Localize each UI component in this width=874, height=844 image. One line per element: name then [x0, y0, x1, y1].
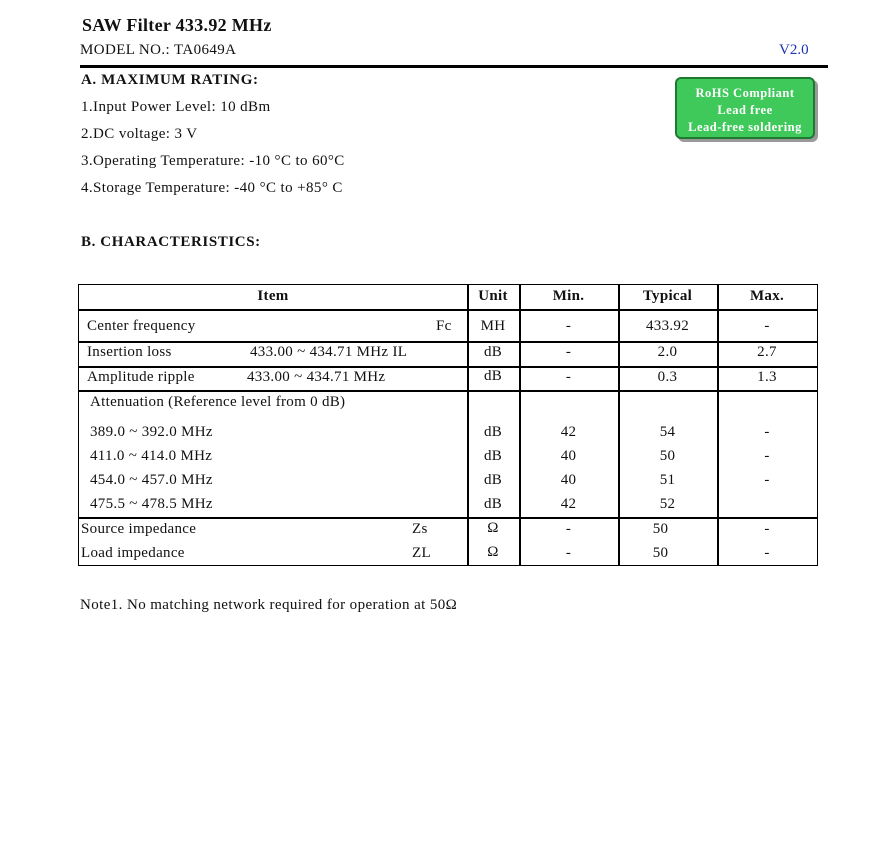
amplitude-ripple-max: 1.3 [757, 369, 777, 385]
table-row-divider [79, 309, 817, 311]
rohs-compliant-badge [675, 77, 815, 139]
header-rule [80, 65, 828, 68]
load-impedance-max: - [764, 545, 770, 561]
rating-line-1: 1.Input Power Level: 10 dBm [81, 99, 271, 115]
attenuation-range: 454.0 ~ 457.0 MHz [90, 472, 213, 488]
insertion-loss-label: Insertion loss [87, 344, 172, 360]
insertion-loss-typical: 2.0 [657, 344, 678, 360]
source-impedance-min: - [565, 521, 572, 537]
load-impedance-symbol: ZL [412, 545, 431, 561]
insertion-loss-unit: dB [483, 344, 503, 360]
attenuation-min: 42 [560, 496, 577, 512]
header-min: Min. [552, 288, 585, 304]
header-max: Max. [749, 288, 785, 304]
center-frequency-typical: 433.92 [645, 318, 690, 334]
rating-line-2: 2.DC voltage: 3 V [81, 126, 198, 142]
attenuation-typical: 52 [659, 496, 676, 512]
rating-line-4: 4.Storage Temperature: -40 °C to +85° C [81, 180, 343, 196]
document-title: SAW Filter 433.92 MHz [82, 15, 272, 35]
amplitude-ripple-label: Amplitude ripple [87, 369, 195, 385]
load-impedance-typical: 50 [652, 545, 669, 561]
version-label: V2.0 [779, 42, 809, 58]
rating-line-3: 3.Operating Temperature: -10 °C to 60°C [81, 153, 345, 169]
header-unit: Unit [478, 288, 508, 304]
center-frequency-max: - [764, 318, 770, 334]
load-impedance-min: - [565, 545, 572, 561]
table-row-divider [79, 390, 817, 392]
load-impedance-unit: Ω [487, 544, 499, 560]
rohs-line-1: RoHS Compliant [695, 86, 795, 100]
characteristics-table [78, 284, 818, 566]
attenuation-unit: dB [483, 472, 503, 488]
attenuation-range: 411.0 ~ 414.0 MHz [90, 448, 213, 464]
header-item: Item [257, 288, 289, 304]
header-typical: Typical [642, 288, 693, 304]
attenuation-max: - [764, 448, 770, 464]
amplitude-ripple-unit: dB [483, 368, 503, 384]
rohs-line-2: Lead free [717, 103, 773, 117]
source-impedance-label: Source impedance [81, 521, 197, 537]
attenuation-max: - [764, 424, 770, 440]
center-frequency-label: Center frequency [87, 318, 196, 334]
load-impedance-label: Load impedance [81, 545, 185, 561]
source-impedance-typical: 50 [652, 521, 669, 537]
rohs-line-3: Lead-free soldering [688, 120, 802, 134]
attenuation-min: 40 [560, 472, 577, 488]
attenuation-unit: dB [483, 424, 503, 440]
source-impedance-unit: Ω [487, 520, 499, 536]
insertion-loss-range: 433.00 ~ 434.71 MHz IL [250, 344, 408, 360]
attenuation-typical: 51 [659, 472, 676, 488]
insertion-loss-min: - [565, 344, 572, 360]
insertion-loss-max: 2.7 [757, 344, 777, 360]
table-row-divider [79, 341, 817, 343]
attenuation-range: 389.0 ~ 392.0 MHz [90, 424, 213, 440]
section-a-heading: A. MAXIMUM RATING: [81, 72, 259, 88]
model-number: MODEL NO.: TA0649A [80, 42, 237, 58]
amplitude-ripple-min: - [565, 369, 572, 385]
attenuation-label: Attenuation (Reference level from 0 dB) [90, 394, 346, 410]
center-frequency-symbol: Fc [436, 318, 452, 334]
attenuation-typical: 50 [659, 448, 676, 464]
table-row-divider [79, 517, 817, 519]
attenuation-range: 475.5 ~ 478.5 MHz [90, 496, 213, 512]
attenuation-typical: 54 [659, 424, 676, 440]
source-impedance-max: - [764, 521, 770, 537]
attenuation-min: 40 [560, 448, 577, 464]
center-frequency-unit: MH [480, 318, 506, 334]
amplitude-ripple-typical: 0.3 [657, 369, 678, 385]
attenuation-max: - [764, 472, 770, 488]
table-row-divider [79, 366, 817, 368]
section-b-heading: B. CHARACTERISTICS: [81, 234, 261, 250]
center-frequency-min: - [565, 318, 572, 334]
footnote: Note1. No matching network required for operation at 50Ω [80, 597, 458, 613]
attenuation-unit: dB [483, 448, 503, 464]
source-impedance-symbol: Zs [412, 521, 428, 537]
amplitude-ripple-range: 433.00 ~ 434.71 MHz [247, 369, 386, 385]
attenuation-min: 42 [560, 424, 577, 440]
attenuation-unit: dB [483, 496, 503, 512]
